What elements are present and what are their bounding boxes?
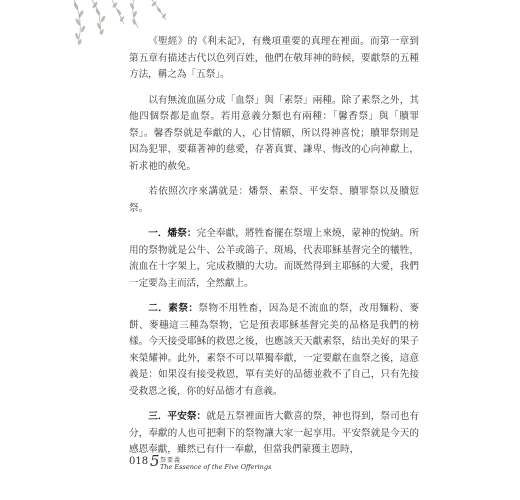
paragraph-order: 若依照次序來講就是：燔祭、素祭、平安祭、贖罪祭以及贖愆祭。 [129, 186, 419, 214]
section-peace-offering [129, 409, 419, 459]
section-heading: 一．燔祭： [148, 228, 197, 239]
section-heading: 三．平安祭： [148, 411, 207, 422]
page-number: 018 [129, 456, 149, 467]
body-text [129, 34, 419, 459]
section-body: 祭物不用牲畜，因為是不流血的祭，改用麵粉、麥餅、麥穗這三種為祭物，它是預表耶穌基督完美的品格是我們的榜樣。今天接受耶穌的救恩之後，也應該天天獻素祭，結出美好的果子來榮耀神。此外，素祭不可以單獨奉獻，一定要獻在血祭之後，這意義是：如果沒有接受救恩，單有美好的品德並救不了自己，只有先接受救恩之後，你的好品德才有意義。 [129, 303, 419, 397]
section-burnt-offering [129, 226, 419, 292]
paragraph-classification: 以有無流血區分成「血祭」與「素祭」兩種。除了素祭之外，其他四個祭都是血祭。若用意義分類也有兩種：「馨香祭」與「贖罪祭」。馨香祭就是奉獻的人，心甘情願，所以得神喜悅；贖罪祭則是因為犯罪，要藉著神的慈愛，存著真實、謙卑、悔改的心向神獻上，祈求祂的赦免。 [129, 94, 419, 172]
section-heading: 二．素祭： [148, 303, 199, 314]
paragraph-intro: 《聖經》的《利未記》，有幾項重要的真理在裡面。而第一章到第五章有描述古代以色列百姓，他們在敬拜神的時候，要獻祭的五種方法，稱之為「五祭」。 [129, 36, 419, 80]
section-body: 就是五祭裡面皆大歡喜的祭，神也得到，祭司也有分，奉獻的人也可把剩下的祭物讓大家一起享用。平安祭就是今天的感恩奉獻，雖然已有什一奉獻，但當我們蒙獲主恩時， [129, 411, 420, 455]
book-title-english: The Essence of the Five Offerings [160, 463, 272, 471]
book-title-chinese: 祭要義 [160, 457, 182, 464]
book-title-numeral: 5 [150, 452, 160, 470]
section-body: 完全奉獻，將牲畜擺在祭壇上來燒，蒙神的悅納。所用的祭物就是公牛、公羊或鴿子、斑鳩，代表耶穌基督完全的犧牲，流血在十字架上，完成救贖的大功。而既然得到主耶穌的大愛，我們一定要為主而活，全然獻上。 [129, 228, 420, 289]
page-footer [129, 454, 429, 474]
section-grain-offering [129, 301, 419, 400]
